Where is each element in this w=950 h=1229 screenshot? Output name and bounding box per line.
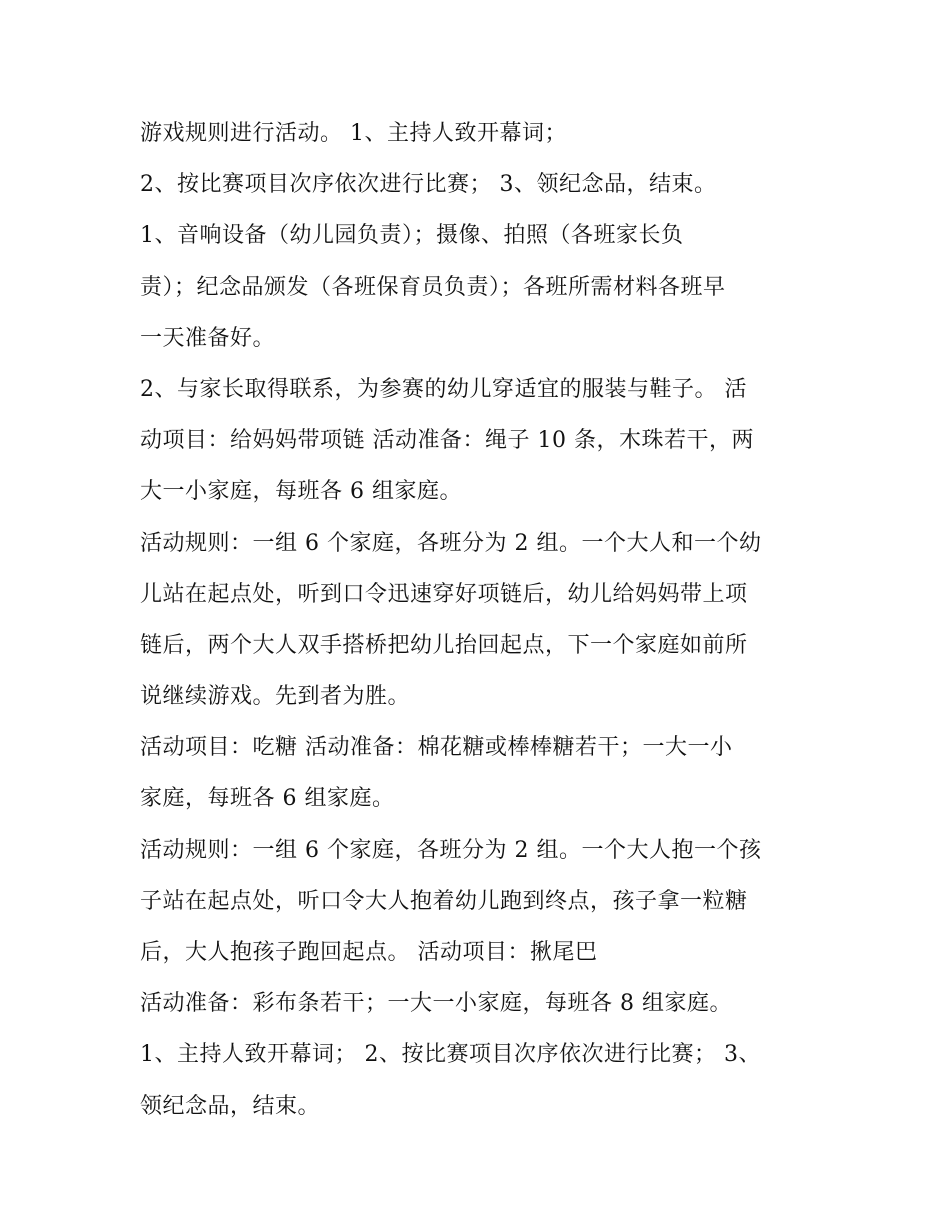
text-line: 子站在起点处，听口令大人抱着幼儿跑到终点，孩子拿一粒糖 (140, 888, 748, 914)
text-line: 游戏规则进行活动。 1、主持人致开幕词； (140, 121, 567, 146)
text-line: 动项目：给妈妈带项链 活动准备：绳子 10 条，木珠若干，两 (140, 428, 754, 454)
document-body (140, 108, 820, 1132)
text-line: 1、主持人致开幕词； 2、按比赛项目次序依次进行比赛； 3、 (140, 1042, 761, 1068)
text-line: 2、按比赛项目次序依次进行比赛； 3、领纪念品，结束。 (140, 172, 717, 198)
text-line: 说继续游戏。先到者为胜。 (140, 684, 411, 710)
text-line: 活动规则：一组 6 个家庭，各班分为 2 组。一个大人和一个幼 (140, 530, 762, 556)
text-line: 责）；纪念品颁发（各班保育员负责）；各班所需材料各班早 (140, 274, 726, 300)
text-line: 活动规则：一组 6 个家庭，各班分为 2 组。一个大人抱一个孩 (140, 837, 762, 863)
text-line: 活动项目：吃糖 活动准备：棉花糖或棒棒糖若干；一大一小 (140, 735, 733, 761)
text-line: 家庭，每班各 6 组家庭。 (140, 786, 395, 812)
text-line: 2、与家长取得联系，为参赛的幼儿穿适宜的服装与鞋子。 活 (140, 376, 747, 402)
text-line: 链后，两个大人双手搭桥把幼儿抬回起点，下一个家庭如前所 (140, 632, 748, 658)
text-line: 大一小家庭，每班各 6 组家庭。 (140, 479, 462, 505)
text-line: 儿站在起点处，听到口令迅速穿好项链后，幼儿给妈妈带上项 (140, 581, 748, 607)
text-line: 活动准备：彩布条若干；一大一小家庭，每班各 8 组家庭。 (140, 991, 732, 1017)
text-line: 领纪念品，结束。 (140, 1093, 321, 1119)
text-line: 1、音响设备（幼儿园负责）；摄像、拍照（各班家长负 (140, 223, 684, 249)
text-line: 一天准备好。 (140, 325, 276, 351)
text-line: 后，大人抱孩子跑回起点。 活动项目：揪尾巴 (140, 940, 598, 965)
